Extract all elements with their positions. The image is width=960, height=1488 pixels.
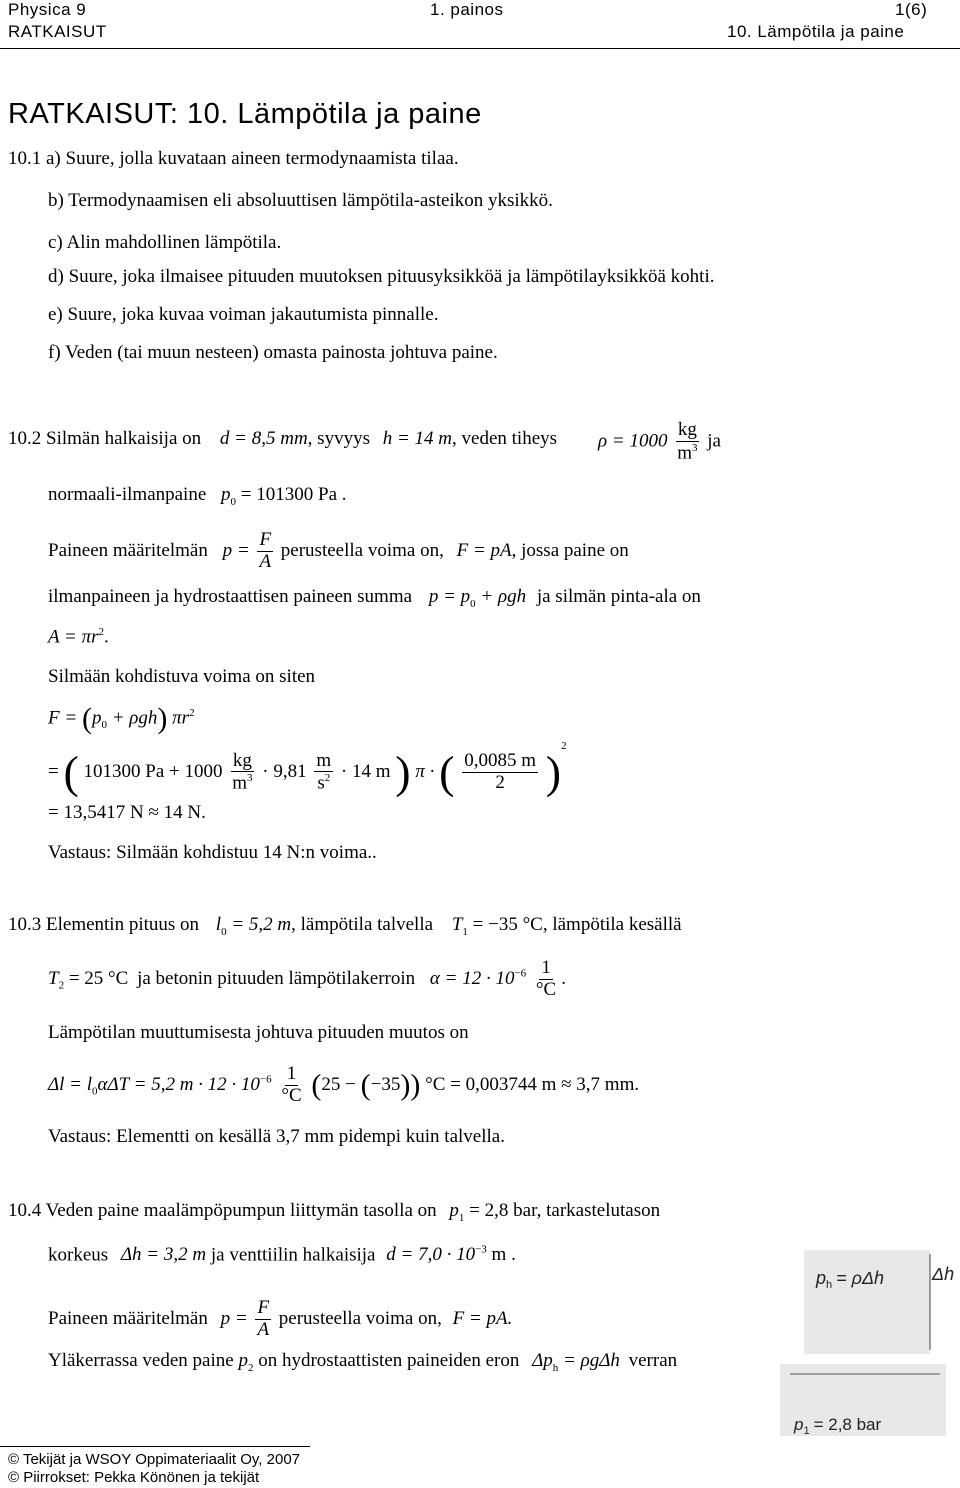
fraction-F-over-A: $\frac{F}{A}$	[259, 529, 272, 572]
answer-label: Vastaus:	[48, 842, 112, 863]
item-text: Suure, joka ilmaisee pituuden muutoksen pituusyksikköä ja lämpötilayksikköä kohti.	[68, 266, 715, 287]
item-10-1-d	[48, 266, 715, 288]
task-10-4-line3: Paineen määritelmän p = $\frac{F}{A}$ perusteella voima on, F = pA.	[48, 1297, 513, 1340]
item-text: Suure, jolla kuvataan aineen termodynaamista tilaa.	[65, 148, 459, 169]
item-label: b)	[48, 190, 64, 211]
formula-length-change: $\Delta l = l_0\alpha\Delta T = 5,2$ $m \cdot 12 \cdot 10^{-6}$ $\frac{1}{^\circ C}$ (25 − (−35)) °C = 0,003744 m ≈ 3,7 mm.	[48, 1063, 640, 1106]
formula-rho: ρ = 1000 $\frac{kg}{m^3}$ ja	[598, 419, 721, 464]
item-text: Veden (tai muun nesteen) omasta painosta johtuva paine.	[65, 342, 498, 363]
item-text: Alin mahdollinen lämpötila.	[66, 232, 282, 253]
task-10-3-line2: $T_2 = 25$ °C ja betonin pituuden lämpötilakerroin $\alpha = 12 \cdot 10^{-6}$ $\frac{1}{^\circ C}$ .	[48, 957, 566, 1000]
task-10-2-line4: ilmanpaineen ja hydrostaattisen paineen summa $p = p_0 + \rho gh$ ja silmän pinta-ala on	[48, 586, 701, 610]
item-10-1-c	[48, 232, 281, 254]
task-number: 10.2	[8, 428, 42, 449]
task-10-3-line3: Lämpötilan muuttumisesta johtuva pituuden muutos on	[48, 1022, 469, 1043]
text: Silmän halkaisija on	[46, 428, 202, 449]
formula-force-result: = 13,5417 N ≈ 14 N.	[48, 802, 206, 823]
header-page-number: 1(6)	[895, 0, 928, 19]
footer-divider	[0, 1446, 310, 1447]
header-section: RATKAISUT	[8, 22, 107, 41]
task-number: 10.3	[8, 914, 42, 935]
item-10-1-e	[48, 304, 438, 326]
item-label: a)	[46, 148, 61, 169]
answer-label: Vastaus:	[48, 1126, 112, 1147]
answer-10-2	[48, 842, 377, 864]
task-number: 10.1	[8, 148, 42, 169]
header-chapter: 10. Lämpötila ja paine	[727, 22, 905, 41]
task-10-4-line2: korkeus Δh = 3,2 m ja venttiilin halkaisija $d = 7,0 \cdot 10^{-3}$ m .	[48, 1244, 516, 1266]
header-divider	[0, 48, 960, 49]
text: , syvyys	[307, 428, 370, 449]
task-10-4-line1: 10.4 Veden paine maalämpöpumpun liittymän tasolla on $p_1 = 2,8$ bar, tarkastelutason	[8, 1200, 661, 1224]
formula-p0: $p_0 = 101300$ Pa .	[221, 484, 347, 508]
item-10-1-f	[48, 342, 498, 364]
text: , veden tiheys	[452, 428, 558, 449]
formula-force: $F = (p_0 + \rho gh)$ $\pi r^2$	[48, 702, 195, 735]
footer-illustrations: © Piirrokset: Pekka Könönen ja tekijät	[8, 1469, 260, 1486]
task-10-4-line4: Yläkerrassa veden paine $p_2$ on hydrostaattisten paineiden eron $\Delta p_h = \rho g\Delta h$ verran	[48, 1350, 678, 1374]
task-10-2-line3: Paineen määritelmän p = $\frac{F}{A}$ perusteella voima on, F = pA, jossa paine on	[48, 529, 629, 572]
item-10-1-a	[8, 148, 459, 170]
item-label: f)	[48, 342, 61, 363]
svg-text:ph= ρΔh: $p_h = \rho\Delta h$	[816, 1268, 885, 1291]
task-10-2-line6: Silmään kohdistuva voima on siten	[48, 666, 316, 687]
delta-h-label	[931, 1264, 954, 1284]
text: ja	[707, 430, 721, 452]
item-text: Suure, joka kuvaa voiman jakautumista pinnalle.	[67, 304, 439, 325]
item-label: d)	[48, 266, 64, 287]
pressure-diagram	[780, 1250, 960, 1440]
ph-label	[815, 1268, 884, 1291]
footer-copyright: © Tekijät ja WSOY Oppimateriaalit Oy, 2007	[8, 1451, 301, 1468]
task-10-2-line2: normaali-ilmanpaine $p_0 = 101300$ Pa .	[48, 484, 347, 508]
item-label: e)	[48, 304, 63, 325]
formula-d: d = 8,5 mm	[219, 428, 308, 449]
svg-text:Δh: Δh	[932, 1264, 955, 1284]
page-title: RATKAISUT: 10. Lämpötila ja paine	[8, 98, 482, 130]
item-10-1-b	[48, 190, 553, 212]
answer-10-3	[48, 1126, 505, 1148]
task-10-3-line1: 10.3 Elementin pituus on $l_0 = 5,2$ m, lämpötila talvella $T_1 = -35$ °C, lämpötila kesällä	[8, 914, 682, 938]
item-label: c)	[48, 232, 63, 253]
formula-force-numeric: = ( 101300 Pa + 1000 $\frac{kg}{m^3}$ · 9,81 $\frac{m}{s^2}$ · 14 m ) π · ( $\frac{0,0085 m}{2}$ )$^2$	[48, 740, 567, 798]
item-text: Termodynaamisen eli absoluuttisen lämpötila-asteikon yksikkö.	[68, 190, 553, 211]
header-edition: 1. painos	[430, 0, 504, 19]
formula-h: h = 14 m	[382, 428, 453, 449]
header-book-title: Physica 9	[8, 0, 87, 19]
diagram-upper-panel	[804, 1250, 930, 1354]
task-number: 10.4	[8, 1200, 42, 1221]
task-10-2-area: $A = \pi r^2$.	[48, 626, 109, 648]
answer-text: Elementti on kesällä 3,7 mm pidempi kuin talvella.	[116, 1126, 505, 1147]
task-10-2-line1	[8, 428, 557, 450]
answer-text: Silmään kohdistuu 14 N:n voima..	[116, 842, 377, 863]
svg-text:p1= 2,8 bar: $p_1 = 2,8$ bar	[794, 1415, 882, 1437]
